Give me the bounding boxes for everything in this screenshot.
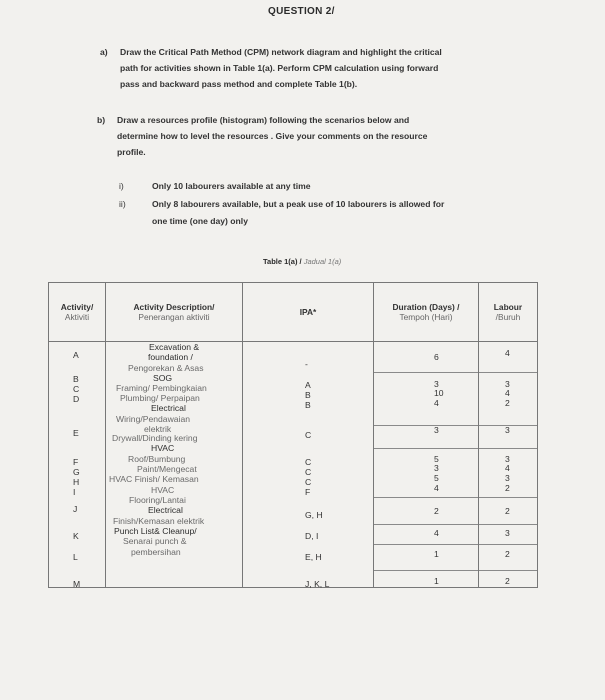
part-a-line-3: pass and backward pass method and complete Table 1(b).: [120, 79, 358, 89]
duration-value: 5: [434, 454, 439, 464]
description-line: SOG: [153, 373, 173, 383]
part-b-line-3: profile.: [117, 147, 146, 157]
part-a: [100, 44, 442, 92]
description-line: Plumbing/ Perpaipan: [120, 393, 200, 403]
scenario-ii-label: ii): [119, 199, 126, 209]
activity-id: A: [73, 350, 79, 360]
labour-value: 2: [505, 483, 510, 493]
activity-id: C: [73, 384, 80, 394]
labour-row-divider: [479, 524, 537, 525]
labour-value: 2: [505, 549, 510, 559]
part-a-line-1: Draw the Critical Path Method (CPM) network diagram and highlight the critical: [120, 47, 442, 57]
table-caption-alt: Jadual 1(a): [303, 257, 342, 266]
description-line: Wiring/Pendawaian: [116, 414, 191, 424]
labour-row-divider: [479, 570, 537, 571]
ipa-value: D, I: [305, 531, 319, 541]
scenario-i-label: i): [119, 181, 124, 191]
header-ipa-main: IPA*: [299, 307, 317, 317]
description-line: Paint/Mengecat: [137, 464, 197, 474]
activity-table: [48, 282, 538, 588]
ipa-value: E, H: [305, 552, 322, 562]
part-a-label: a): [100, 47, 108, 57]
labour-value: 3: [505, 379, 510, 389]
ipa-value: C: [305, 467, 312, 477]
duration-row-divider: [374, 448, 478, 449]
labour-row-divider: [479, 372, 537, 373]
description-line: Framing/ Pembingkaian: [116, 383, 207, 393]
description-column: [106, 342, 243, 588]
activity-id: B: [73, 374, 79, 384]
duration-value: 3: [434, 425, 439, 435]
activity-id: E: [73, 428, 79, 438]
activity-id: D: [73, 394, 80, 404]
duration-row-divider: [374, 372, 478, 373]
labour-row-divider: [479, 425, 537, 426]
duration-value: 3: [434, 379, 439, 389]
ipa-value: C: [305, 457, 312, 467]
description-line: Roof/Bumbung: [128, 454, 186, 464]
header-description: [106, 283, 243, 342]
labour-value: 4: [505, 348, 510, 358]
labour-row-divider: [479, 544, 537, 545]
header-duration-alt: Tempoh (Hari): [399, 312, 453, 322]
activity-id: L: [73, 552, 78, 562]
description-line: Electrical: [151, 403, 186, 413]
duration-value: 6: [434, 352, 439, 362]
header-activity: [49, 283, 106, 342]
activity-id: F: [73, 457, 79, 467]
part-b: [97, 112, 428, 160]
duration-value: 4: [434, 483, 439, 493]
activity-id: H: [73, 477, 80, 487]
header-ipa: [243, 283, 374, 342]
table-caption: [263, 257, 341, 266]
activity-column: [49, 342, 106, 588]
table-caption-main: Table 1(a) /: [263, 257, 302, 266]
part-a-line-2: path for activities shown in Table 1(a). Perform CPM calculation using forward: [120, 63, 439, 73]
part-b-line-1: Draw a resources profile (histogram) following the scenarios below and: [117, 115, 410, 125]
ipa-value: J, K, L: [305, 579, 330, 589]
duration-row-divider: [374, 497, 478, 498]
duration-row-divider: [374, 544, 478, 545]
description-line: HVAC: [151, 443, 175, 453]
header-activity-alt: Aktiviti: [64, 312, 90, 322]
labour-value: 4: [505, 388, 510, 398]
header-description-main: Activity Description/: [133, 302, 215, 312]
description-line: HVAC: [151, 485, 175, 495]
header-activity-main: Activity/: [60, 302, 94, 312]
duration-value: 4: [434, 528, 439, 538]
table-header-row: [49, 283, 538, 342]
question-title: QUESTION 2/: [268, 6, 335, 17]
scenario-ii-line-1: Only 8 labourers available, but a peak use of 10 labourers is allowed for: [152, 199, 445, 209]
labour-value: 3: [505, 454, 510, 464]
header-labour: [479, 283, 538, 342]
description-line: Drywall/Dinding kering: [112, 433, 198, 443]
ipa-value: G, H: [305, 510, 323, 520]
duration-value: 5: [434, 473, 439, 483]
description-line: Senarai punch &: [123, 536, 187, 546]
ipa-value: C: [305, 430, 312, 440]
description-line: Punch List& Cleanup/: [114, 526, 197, 536]
activity-id: K: [73, 531, 79, 541]
description-line: pembersihan: [131, 547, 181, 557]
duration-value: 1: [434, 576, 439, 586]
labour-value: 3: [505, 473, 510, 483]
description-line: Flooring/Lantai: [129, 495, 186, 505]
duration-value: 3: [434, 463, 439, 473]
duration-value: 4: [434, 398, 439, 408]
ipa-value: B: [305, 400, 311, 410]
part-b-label: b): [97, 115, 106, 125]
ipa-value: -: [305, 359, 308, 369]
scenario-ii-line-2: one time (one day) only: [152, 216, 248, 226]
description-line: Electrical: [148, 505, 183, 515]
labour-value: 2: [505, 576, 510, 586]
ipa-value: B: [305, 390, 311, 400]
ipa-value: C: [305, 477, 312, 487]
description-line: Finish/Kemasan elektrik: [113, 516, 205, 526]
duration-value: 1: [434, 549, 439, 559]
scenario-ii: [119, 196, 445, 230]
labour-value: 2: [505, 398, 510, 408]
labour-row-divider: [479, 448, 537, 449]
ipa-column: [243, 342, 374, 588]
labour-column: [479, 342, 538, 588]
header-labour-main: Labour: [493, 302, 523, 312]
description-line: HVAC Finish/ Kemasan: [109, 474, 199, 484]
ipa-value: A: [305, 380, 311, 390]
activity-id: M: [73, 579, 81, 589]
description-line: elektrik: [144, 424, 172, 434]
table-body-row: [49, 342, 538, 588]
description-line: Pengorekan & Asas: [128, 363, 204, 373]
activity-id: J: [73, 504, 78, 514]
labour-value: 3: [505, 528, 510, 538]
duration-row-divider: [374, 570, 478, 571]
ipa-value: F: [305, 487, 311, 497]
scenario-i-line-1: Only 10 labourers available at any time: [152, 181, 311, 191]
duration-column: [374, 342, 479, 588]
header-duration-main: Duration (Days) /: [392, 302, 460, 312]
duration-value: 10: [434, 388, 444, 398]
description-line: foundation /: [148, 352, 193, 362]
duration-row-divider: [374, 524, 478, 525]
header-description-alt: Penerangan aktiviti: [138, 312, 210, 322]
header-labour-alt: /Buruh: [495, 312, 521, 322]
activity-id: I: [73, 487, 76, 497]
labour-value: 3: [505, 425, 510, 435]
description-line: Excavation &: [149, 342, 200, 352]
scenario-i: [119, 178, 311, 195]
labour-value: 2: [505, 506, 510, 516]
activity-id: G: [73, 467, 80, 477]
header-duration: [374, 283, 479, 342]
part-b-line-2: determine how to level the resources . Give your comments on the resource: [117, 131, 428, 141]
duration-value: 2: [434, 506, 439, 516]
duration-row-divider: [374, 425, 478, 426]
labour-value: 4: [505, 463, 510, 473]
labour-row-divider: [479, 497, 537, 498]
